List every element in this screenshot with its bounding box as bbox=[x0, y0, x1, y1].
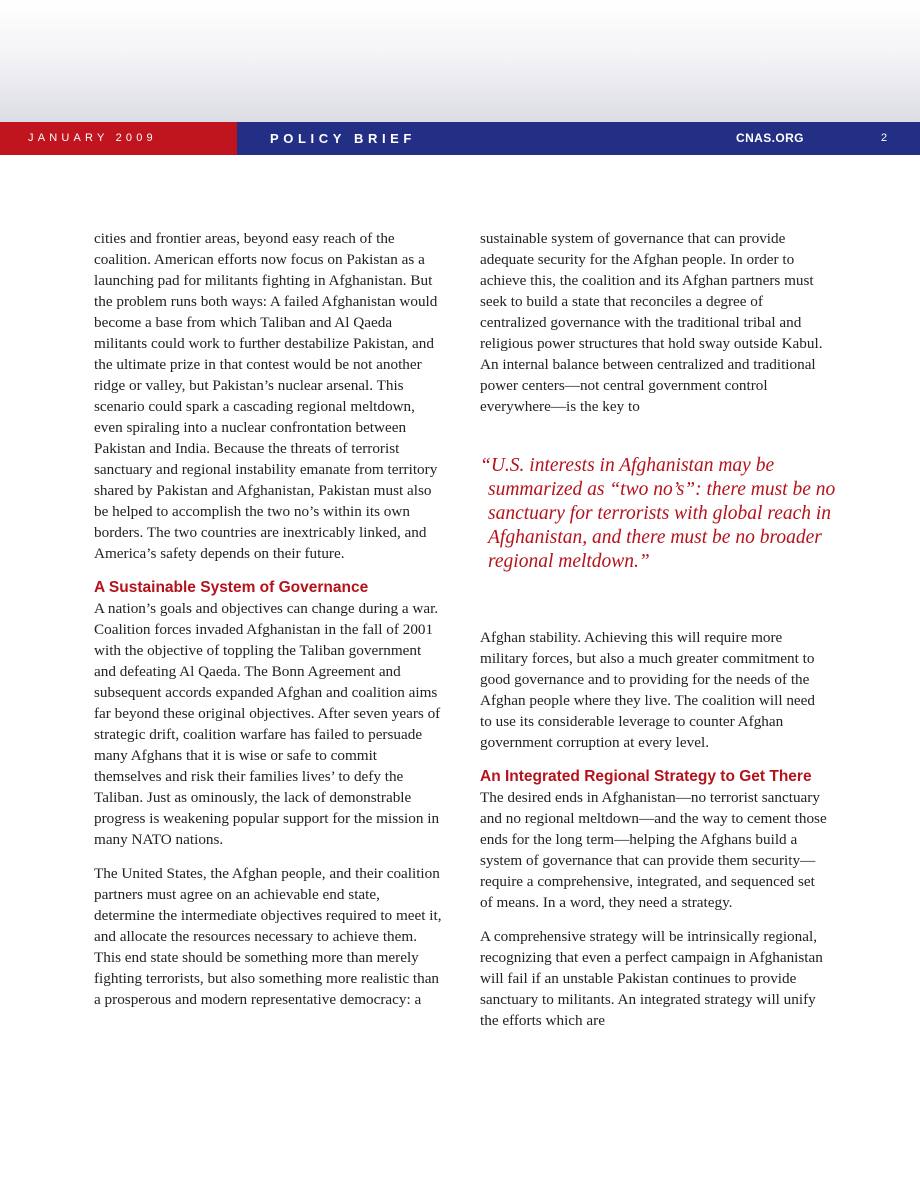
right-column-top bbox=[480, 228, 828, 417]
section-heading-regional-strategy: An Integrated Regional Strategy to Get There bbox=[480, 768, 812, 785]
body-paragraph: The United States, the Afghan people, and their coalition partners must agree on an achievable end state, determine the intermediate objectives required to meet it, and allocate the resources necessary to achieve them. This end state should be something more than merely fighting terrorists, but also something more realistic than a prosperous and modern representative democracy: a bbox=[94, 865, 442, 1008]
body-paragraph: A nation’s goals and objectives can change during a war. Coalition forces invaded Afghanistan in the fall of 2001 with the objective of toppling the Taliban government and defeating Al Qaeda. The Bonn Agreement and subsequent accords expanded Afghan and coalition aims far beyond these original objectives. After seven years of strategic drift, coalition warfare has failed to persuade many Afghans that it is wise or safe to commit themselves and risk their families lives’ to defy the Taliban. Just as ominously, the lack of demonstrable progress is weakening popular support for the mission in many NATO nations. bbox=[94, 600, 441, 848]
body-paragraph: Afghan stability. Achieving this will require more military forces, but also a much greater commitment to good governance and to providing for the needs of the Afghan people where they live. The coalition will need to use its considerable leverage to counter Afghan government corruption at every level. bbox=[480, 629, 815, 751]
header-site-link[interactable]: CNAS.ORG bbox=[736, 131, 804, 145]
body-paragraph: cities and frontier areas, beyond easy reach of the coalition. American efforts now focus on Pakistan as a launching pad for militants fighting in Afghanistan. But the problem runs both ways: A failed Afghanistan would become a base from which Taliban and Al Qaeda militants could work to further destabilize Pakistan, and the ultimate prize in that contest would be not another ridge or valley, but Pakistan’s nuclear arsenal. This scenario could spark a cascading regional meltdown, even spiraling into a nuclear confrontation between Pakistan and India. Because the threats of terrorist sanctuary and regional instability emanate from territory shared by Pakistan and Afghanistan, Pakistan must also be helped to accomplish the two no’s within its own borders. The two countries are inextricably linked, and America’s safety depends on their future. bbox=[94, 230, 438, 562]
page-top-background bbox=[0, 0, 920, 122]
body-paragraph: The desired ends in Afghanistan—no terrorist sanctuary and no regional meltdown—and the way to cement those ends for the long term—helping the Afghans build a system of governance that can provide them security—require a comprehensive, integrated, and sequenced set of means. In a word, they need a strategy. bbox=[480, 789, 827, 911]
header-section-title: POLICY BRIEF bbox=[270, 131, 416, 146]
left-column bbox=[94, 228, 442, 1010]
header-date: JANUARY 2009 bbox=[28, 132, 157, 144]
right-column-bottom bbox=[480, 627, 828, 1031]
section-heading-governance: A Sustainable System of Governance bbox=[94, 579, 369, 596]
header-bar bbox=[0, 122, 920, 155]
page-number: 2 bbox=[881, 132, 888, 144]
body-paragraph: sustainable system of governance that can provide adequate security for the Afghan people. In order to achieve this, the coalition and its Afghan partners must seek to build a state that reconciles a degree of centralized governance with the traditional tribal and religious power structures that hold sway outside Kabul. An internal balance between centralized and traditional power centers—not central government control everywhere—is the key to bbox=[480, 230, 823, 415]
body-paragraph: A comprehensive strategy will be intrinsically regional, recognizing that even a perfect campaign in Afghanistan will fail if an unstable Pakistan continues to provide sanctuary to militants. An integrated strategy will unify the efforts which are bbox=[480, 928, 823, 1029]
pull-quote: “U.S. interests in Afghanistan may be summarized as “two no’s”: there must be no sanctuary for terrorists with global reach in Afghanistan, and there must be no broader regional meltdown.” bbox=[480, 455, 836, 572]
